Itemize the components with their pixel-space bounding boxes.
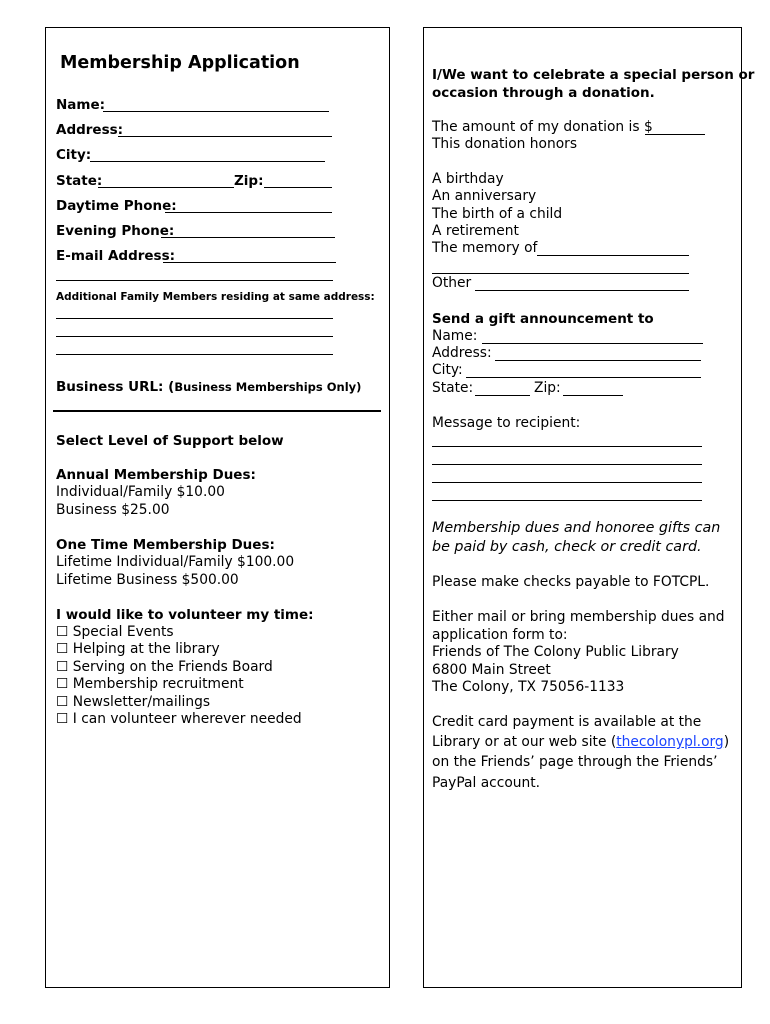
email-label: E-mail Address:: [56, 248, 176, 264]
gift-name-label: Name:: [432, 328, 478, 344]
honor-option: The birth of a child: [432, 206, 563, 222]
zip-label: Zip:: [234, 173, 264, 189]
evening-phone-field[interactable]: [161, 237, 335, 238]
volunteer-option[interactable]: ☐ Newsletter/mailings: [56, 694, 211, 710]
additional-member-line[interactable]: [56, 336, 333, 337]
message-label: Message to recipient:: [432, 415, 581, 431]
memory-of-label: The memory of: [432, 240, 538, 256]
credit-card-info: PayPal account.: [432, 775, 541, 791]
memory-of-field[interactable]: [537, 255, 689, 256]
credit-card-info: on the Friends’ page through the Friends’: [432, 754, 718, 770]
gift-announcement-heading: Send a gift announcement to: [432, 311, 654, 327]
annual-dues-item: Business $25.00: [56, 502, 170, 518]
email-field[interactable]: [163, 262, 336, 263]
donation-honors-label: This donation honors: [432, 136, 578, 152]
other-label: Other: [432, 275, 472, 291]
donation-amount-label: The amount of my donation is $: [432, 119, 653, 135]
annual-dues-item: Individual/Family $10.00: [56, 484, 225, 500]
org-city-state-zip: The Colony, TX 75056-1133: [432, 679, 625, 695]
gift-zip-label: Zip:: [534, 380, 561, 396]
gift-address-label: Address:: [432, 345, 492, 361]
checkbox-icon[interactable]: ☐: [56, 711, 69, 727]
page-title: Membership Application: [60, 53, 300, 73]
name-label: Name:: [56, 97, 106, 113]
checkbox-icon[interactable]: ☐: [56, 641, 69, 657]
volunteer-heading: I would like to volunteer my time:: [56, 607, 314, 623]
additional-member-line[interactable]: [56, 318, 333, 319]
checkbox-icon[interactable]: ☐: [56, 676, 69, 692]
checks-payable-text: Please make checks payable to FOTCPL.: [432, 574, 710, 590]
city-field[interactable]: [90, 161, 325, 162]
website-link[interactable]: thecolonypl.org: [616, 734, 724, 750]
gift-address-field[interactable]: [495, 360, 701, 361]
onetime-dues-item: Lifetime Business $500.00: [56, 572, 239, 588]
zip-field[interactable]: [264, 187, 332, 188]
gift-city-field[interactable]: [466, 377, 701, 378]
evening-phone-label: Evening Phone:: [56, 223, 175, 239]
onetime-dues-heading: One Time Membership Dues:: [56, 537, 275, 553]
message-line[interactable]: [432, 500, 702, 501]
honor-option: An anniversary: [432, 188, 537, 204]
org-name: Friends of The Colony Public Library: [432, 644, 679, 660]
volunteer-option[interactable]: ☐ Membership recruitment: [56, 676, 244, 692]
daytime-phone-label: Daytime Phone:: [56, 198, 177, 214]
checkbox-icon[interactable]: ☐: [56, 624, 69, 640]
checkbox-icon[interactable]: ☐: [56, 694, 69, 710]
name-field[interactable]: [103, 111, 329, 112]
message-line[interactable]: [432, 464, 702, 465]
message-line[interactable]: [432, 482, 702, 483]
additional-member-line[interactable]: [56, 354, 333, 355]
volunteer-option[interactable]: ☐ Special Events: [56, 624, 174, 640]
additional-members-label: Additional Family Members residing at same address:: [56, 291, 375, 303]
city-label: City:: [56, 147, 92, 163]
section-divider: [53, 410, 381, 412]
gift-city-label: City:: [432, 362, 463, 378]
payment-note: Membership dues and honoree gifts can: [432, 520, 721, 536]
mail-instructions: Either mail or bring membership dues and: [432, 609, 725, 625]
daytime-phone-field[interactable]: [165, 212, 332, 213]
memory-of-field-extra[interactable]: [432, 273, 689, 274]
address-field[interactable]: [118, 136, 332, 137]
org-street: 6800 Main Street: [432, 662, 551, 678]
credit-card-info: Credit card payment is available at the: [432, 714, 702, 730]
credit-card-info: Library or at our web site (thecolonypl.org): [432, 734, 730, 750]
state-field[interactable]: [98, 187, 234, 188]
checkbox-icon[interactable]: ☐: [56, 659, 69, 675]
business-url-label: Business URL: (Business Memberships Only): [56, 379, 362, 395]
annual-dues-heading: Annual Membership Dues:: [56, 467, 256, 483]
gift-zip-field[interactable]: [563, 395, 623, 396]
donation-heading: I/We want to celebrate a special person or: [432, 67, 755, 83]
gift-state-field[interactable]: [475, 395, 530, 396]
other-field[interactable]: [475, 290, 689, 291]
select-level-heading: Select Level of Support below: [56, 433, 284, 449]
mail-instructions: application form to:: [432, 627, 568, 643]
honor-option: A retirement: [432, 223, 519, 239]
email-field-extra-line[interactable]: [56, 280, 333, 281]
gift-state-label: State:: [432, 380, 474, 396]
state-label: State:: [56, 173, 103, 189]
payment-note: be paid by cash, check or credit card.: [432, 539, 702, 555]
message-line[interactable]: [432, 446, 702, 447]
onetime-dues-item: Lifetime Individual/Family $100.00: [56, 554, 295, 570]
gift-name-field[interactable]: [482, 343, 703, 344]
address-label: Address:: [56, 122, 124, 138]
volunteer-option[interactable]: ☐ Helping at the library: [56, 641, 220, 657]
volunteer-option[interactable]: ☐ I can volunteer wherever needed: [56, 711, 302, 727]
volunteer-option[interactable]: ☐ Serving on the Friends Board: [56, 659, 273, 675]
donation-amount-field[interactable]: [645, 134, 705, 135]
honor-option: A birthday: [432, 171, 504, 187]
donation-heading: occasion through a donation.: [432, 85, 655, 101]
